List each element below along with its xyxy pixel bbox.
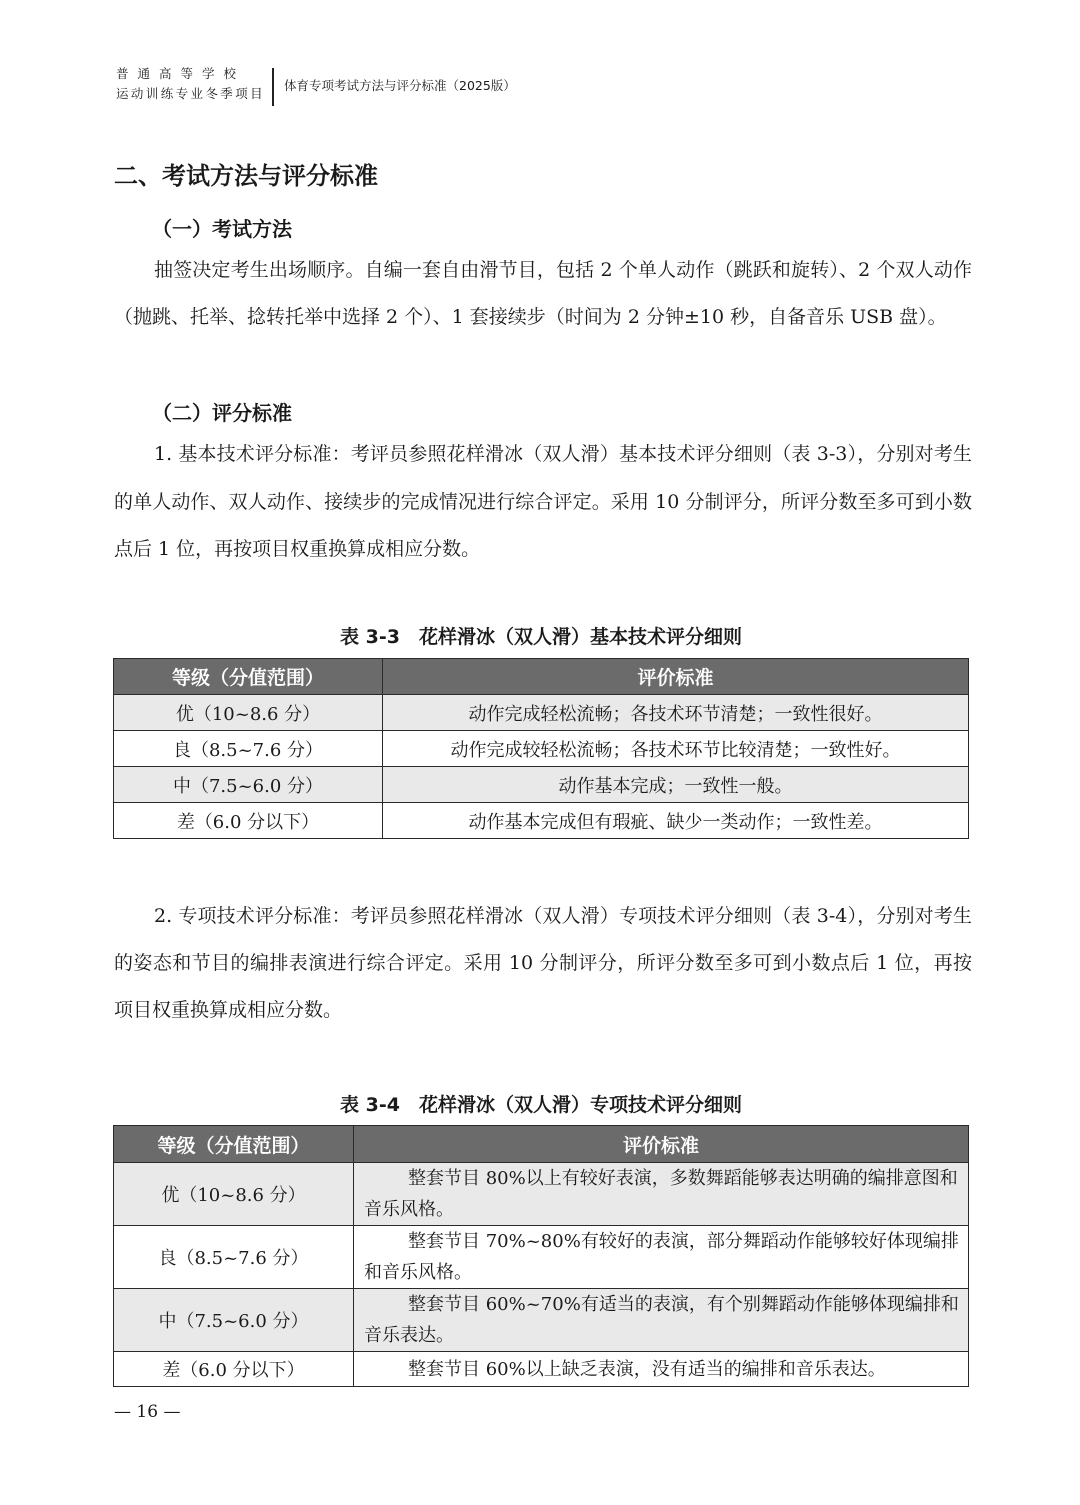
table-row bbox=[114, 695, 969, 731]
table-row bbox=[114, 1289, 969, 1352]
table-header-row bbox=[114, 659, 969, 695]
table-3-4 bbox=[113, 1125, 969, 1387]
grade-cell: 差（6.0 分以下） bbox=[114, 803, 383, 839]
grade-cell: 良（8.5~7.6 分） bbox=[114, 731, 383, 767]
criteria-text: 整套节目 60%~70%有适当的表演，有个别舞蹈动作能够体现编排和音乐表达。 bbox=[364, 1294, 959, 1346]
column-header-grade: 等级（分值范围） bbox=[114, 1126, 354, 1163]
methods-paragraph: 抽签决定考生出场顺序。自编一套自由滑节目，包括 2 个单人动作（跳跃和旋转）、2 个双人动作（抛跳、托举、捻转托举中选择 2 个）、1 套接续步（时间为 2 分钟±10 秒，自备音乐 USB 盘）。 bbox=[114, 259, 972, 328]
criteria-cell: 动作完成较轻松流畅；各技术环节比较清楚；一致性好。 bbox=[383, 731, 969, 767]
section-title: 二、考试方法与评分标准 bbox=[114, 162, 378, 190]
criteria-cell: 动作完成轻松流畅；各技术环节清楚；一致性很好。 bbox=[383, 695, 969, 731]
criteria-cell bbox=[354, 1352, 969, 1387]
grade-cell: 良（8.5~7.6 分） bbox=[114, 1226, 354, 1289]
header-line1: 普通高等学校 bbox=[116, 66, 246, 81]
header-line2: 运动训练专业冬季项目 bbox=[116, 86, 266, 101]
table-row bbox=[114, 803, 969, 839]
grade-cell: 差（6.0 分以下） bbox=[114, 1352, 354, 1387]
grade-cell: 中（7.5~6.0 分） bbox=[114, 1289, 354, 1352]
criteria-cell: 动作基本完成但有瑕疵、缺少一类动作；一致性差。 bbox=[383, 803, 969, 839]
criteria-text: 整套节目 60%以上缺乏表演，没有适当的编排和音乐表达。 bbox=[408, 1358, 886, 1380]
table-3-4-caption: 表 3-4 花样滑冰（双人滑）专项技术评分细则 bbox=[340, 1094, 742, 1116]
table-3-3 bbox=[113, 658, 969, 839]
column-header-grade: 等级（分值范围） bbox=[114, 659, 383, 695]
criteria-cell bbox=[354, 1163, 969, 1226]
table-row bbox=[114, 1352, 969, 1387]
criteria-text: 整套节目 80%以上有较好表演，多数舞蹈能够表达明确的编排意图和音乐风格。 bbox=[364, 1168, 958, 1220]
criteria-cell bbox=[354, 1289, 969, 1352]
subsection-title-methods: （一）考试方法 bbox=[152, 217, 292, 241]
header-left bbox=[116, 64, 266, 104]
grade-cell: 优（10~8.6 分） bbox=[114, 695, 383, 731]
table-row bbox=[114, 1163, 969, 1226]
header-divider bbox=[272, 68, 274, 106]
header-right: 体育专项考试方法与评分标准（2025版） bbox=[284, 78, 516, 93]
subsection-title-scoring: （二）评分标准 bbox=[152, 401, 292, 425]
table-row bbox=[114, 731, 969, 767]
criteria-cell bbox=[354, 1226, 969, 1289]
column-header-criteria: 评价标准 bbox=[383, 659, 969, 695]
running-header bbox=[116, 64, 966, 108]
criteria-text: 整套节目 70%~80%有较好的表演，部分舞蹈动作能够较好体现编排和音乐风格。 bbox=[364, 1231, 959, 1283]
special-scoring-paragraph: 2. 专项技术评分标准：考评员参照花样滑冰（双人滑）专项技术评分细则（表 3-4），分别对考生的姿态和节目的编排表演进行综合评定。采用 10 分制评分，所评分数至多可到小数点后 1 位，再按项目权重换算成相应分数。 bbox=[114, 905, 972, 1021]
table-row bbox=[114, 1226, 969, 1289]
grade-cell: 中（7.5~6.0 分） bbox=[114, 767, 383, 803]
table-header-row bbox=[114, 1126, 969, 1163]
column-header-criteria: 评价标准 bbox=[354, 1126, 969, 1163]
table-row bbox=[114, 767, 969, 803]
basic-scoring-paragraph: 1. 基本技术评分标准：考评员参照花样滑冰（双人滑）基本技术评分细则（表 3-3），分别对考生的单人动作、双人动作、接续步的完成情况进行综合评定。采用 10 分制评分，所评分数至多可到小数点后 1 位，再按项目权重换算成相应分数。 bbox=[114, 443, 972, 560]
page-number: — 16 — bbox=[114, 1402, 181, 1422]
table-3-3-caption: 表 3-3 花样滑冰（双人滑）基本技术评分细则 bbox=[340, 626, 742, 648]
criteria-cell: 动作基本完成；一致性一般。 bbox=[383, 767, 969, 803]
grade-cell: 优（10~8.6 分） bbox=[114, 1163, 354, 1226]
